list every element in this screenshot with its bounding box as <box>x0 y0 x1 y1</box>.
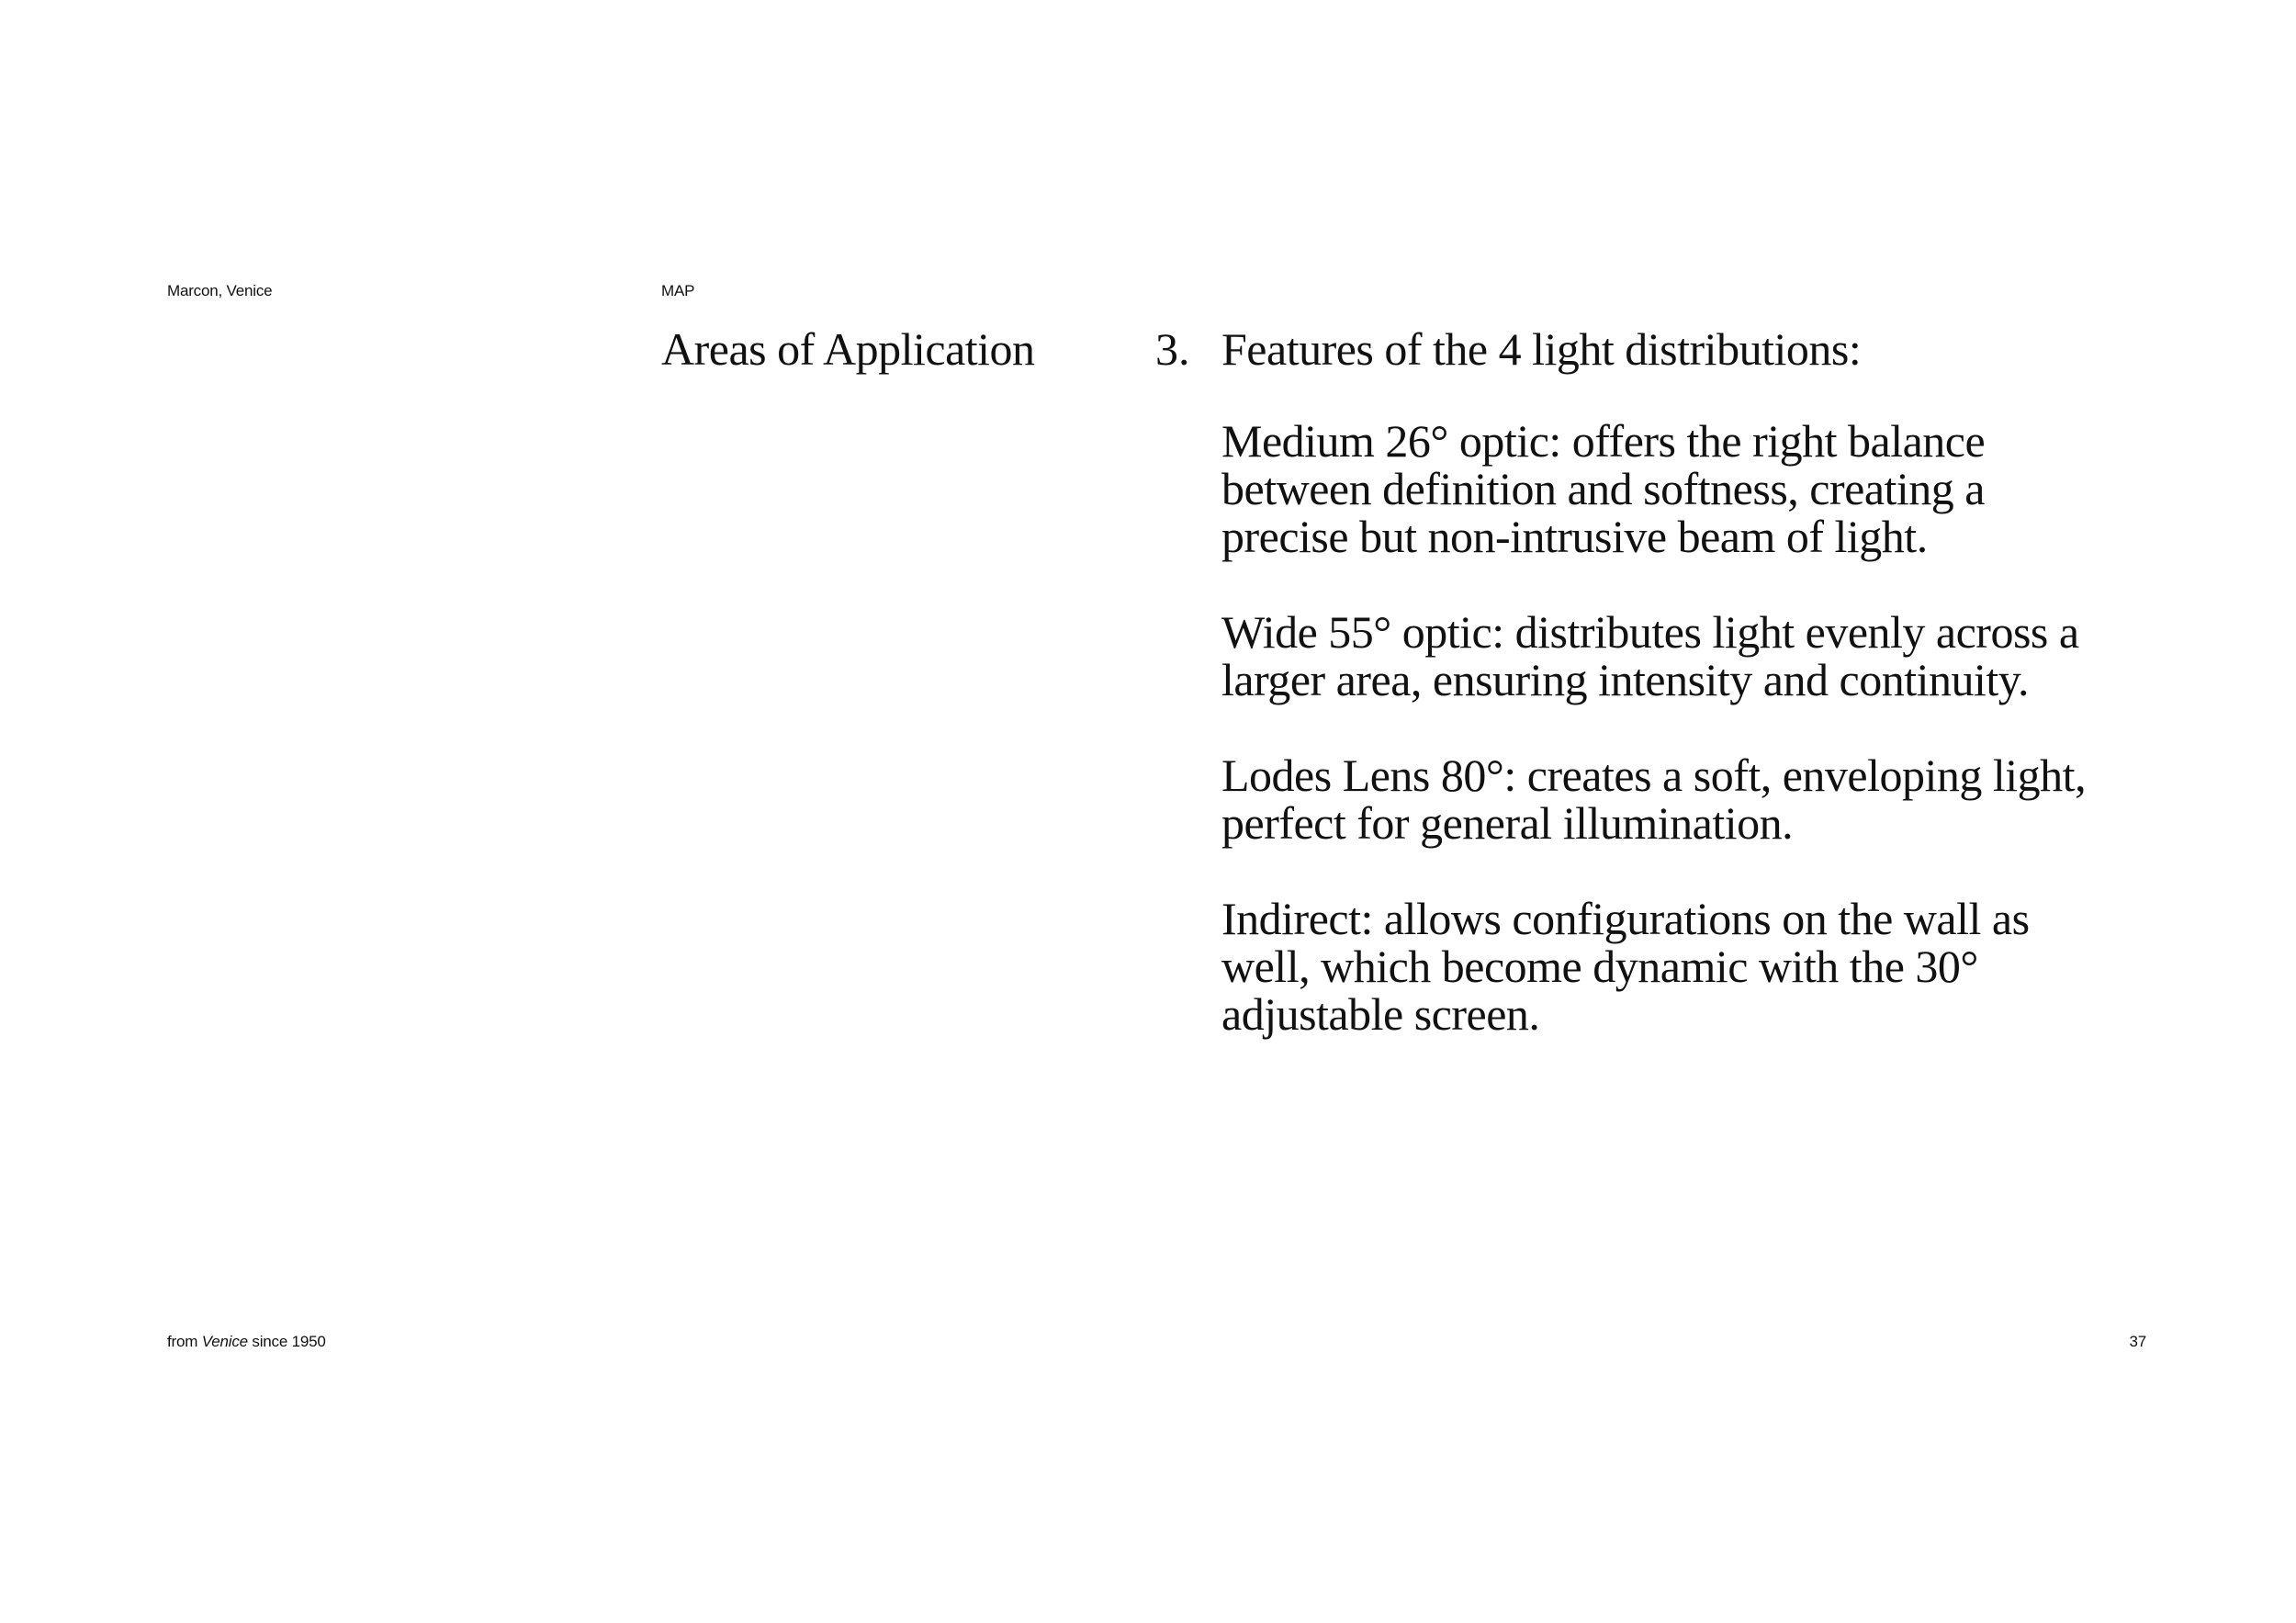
running-head-section: MAP <box>661 282 695 299</box>
list-item-intro: Features of the 4 light distributions: <box>1221 323 1862 375</box>
paragraph-indirect: Indirect: allows configurations on the wall as well, which become dynamic with the 30° adjustable screen. <box>1221 893 2030 1040</box>
paragraph-medium-optic: Medium 26° optic: offers the right balance between definition and softness, creating a precise but non-intrusive beam of light. <box>1221 415 1986 562</box>
list-item-number: 3. <box>1155 323 1190 375</box>
footer-place: Venice <box>201 1333 248 1350</box>
footer-tagline <box>167 1333 326 1351</box>
page-number: 37 <box>2129 1333 2146 1350</box>
footer-suffix: since 1950 <box>247 1333 326 1350</box>
list-item-body <box>1221 321 2103 1086</box>
running-head-location: Marcon, Venice <box>167 282 273 299</box>
section-heading: Areas of Application <box>661 323 1035 375</box>
paragraph-wide-optic: Wide 55° optic: distributes light evenly across a larger area, ensuring intensity and continuity. <box>1221 606 2079 705</box>
footer-prefix: from <box>167 1333 202 1350</box>
paragraph-lodes-lens: Lodes Lens 80°: creates a soft, enveloping light, perfect for general illumination. <box>1221 750 2087 849</box>
